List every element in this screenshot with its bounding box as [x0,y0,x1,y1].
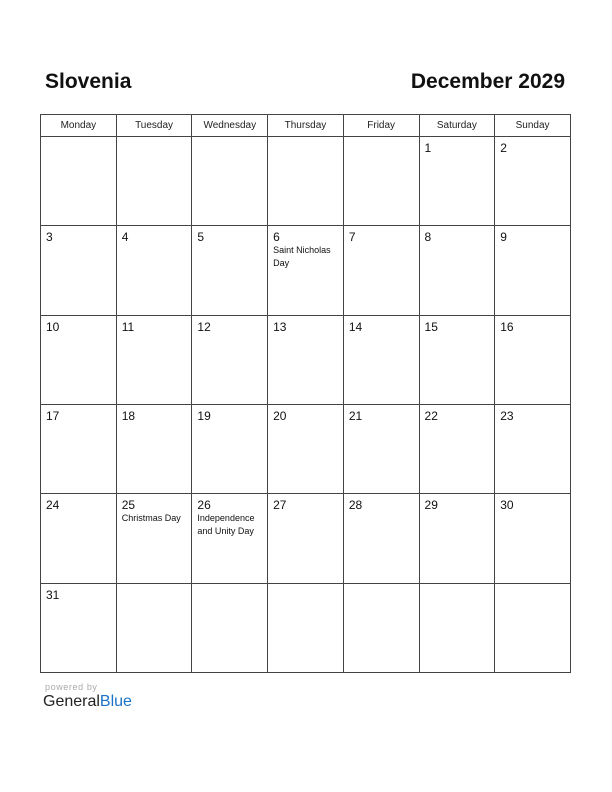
day-cell [41,494,117,583]
day-cell [268,404,344,493]
brand-general-text: General [43,693,100,710]
day-cell [116,137,192,226]
week-row [41,315,571,404]
day-number: 23 [500,408,514,423]
day-number: 15 [424,319,438,334]
footer-branding [43,682,132,711]
week-row [41,137,571,226]
day-number: 9 [500,230,507,245]
day-cell [192,494,268,583]
day-number: 21 [348,408,363,423]
day-number: 28 [348,498,363,513]
holiday-label: Saint Nicholas Day [273,245,331,269]
day-cell [41,404,117,493]
holiday-label: Independence and Unity Day [197,513,255,537]
weekday-header: Saturday [419,115,495,137]
day-cell [495,583,571,672]
day-number: 13 [273,319,287,334]
weekday-header: Wednesday [192,115,268,137]
day-cell [268,315,344,404]
day-cell [41,315,117,404]
weekday-header: Monday [41,115,117,137]
day-cell [419,226,495,315]
day-cell [343,583,419,672]
day-number: 14 [348,319,363,334]
day-cell [495,494,571,583]
day-cell [116,583,192,672]
day-number: 26 [197,498,211,513]
day-cell [495,404,571,493]
day-cell [41,583,117,672]
day-number: 25 [121,498,136,513]
week-row [41,404,571,493]
calendar-body [41,137,571,673]
day-cell [268,494,344,583]
week-row [41,226,571,315]
day-cell [495,137,571,226]
day-cell [192,137,268,226]
day-cell [343,404,419,493]
day-number: 20 [273,408,287,423]
day-cell [343,226,419,315]
day-number: 17 [46,408,60,423]
month-calendar-grid [40,114,571,673]
day-cell [343,137,419,226]
day-number: 27 [273,498,287,513]
day-number: 7 [348,230,356,245]
day-number: 2 [500,141,507,155]
week-row [41,494,571,583]
day-cell [419,494,495,583]
day-cell [116,404,192,493]
powered-by-text: powered by [45,682,98,692]
day-cell [268,137,344,226]
day-number: 6 [273,230,280,245]
day-cell [116,315,192,404]
brand-blue-text: Blue [99,693,132,710]
weekday-header: Tuesday [116,115,192,137]
day-number: 11 [121,319,135,334]
day-number: 3 [46,230,53,245]
day-cell [192,404,268,493]
day-cell [192,315,268,404]
country-title: Slovenia [45,70,132,93]
weekday-header: Friday [343,115,419,137]
holiday-label: Christmas Day [121,513,181,524]
day-cell [419,404,495,493]
day-cell [495,315,571,404]
day-number: 1 [424,141,432,155]
day-number: 19 [197,408,211,423]
day-cell [41,226,117,315]
month-year-title: December 2029 [410,70,565,93]
day-cell [41,137,117,226]
day-cell [192,583,268,672]
day-number: 5 [197,230,205,245]
weekday-header: Sunday [495,115,571,137]
day-cell [419,137,495,226]
day-cell [343,315,419,404]
day-cell [116,226,192,315]
day-number: 10 [46,319,60,334]
day-cell [419,315,495,404]
day-number: 29 [424,498,438,513]
day-cell [192,226,268,315]
generalblue-logo[interactable] [43,693,132,711]
day-cell [268,226,344,315]
day-number: 18 [121,408,136,423]
day-number: 16 [500,319,514,334]
weekday-header: Thursday [268,115,344,137]
day-number: 31 [46,587,60,602]
day-cell [268,583,344,672]
week-row [41,583,571,672]
day-cell [343,494,419,583]
day-number: 4 [121,230,129,245]
day-cell [116,494,192,583]
day-cell [495,226,571,315]
day-number: 30 [500,498,514,513]
day-number: 12 [197,319,211,334]
weekday-header-row [41,115,571,137]
day-number: 8 [424,230,432,245]
day-number: 22 [424,408,438,423]
day-cell [419,583,495,672]
day-number: 24 [46,498,60,513]
calendar-header [41,70,572,98]
